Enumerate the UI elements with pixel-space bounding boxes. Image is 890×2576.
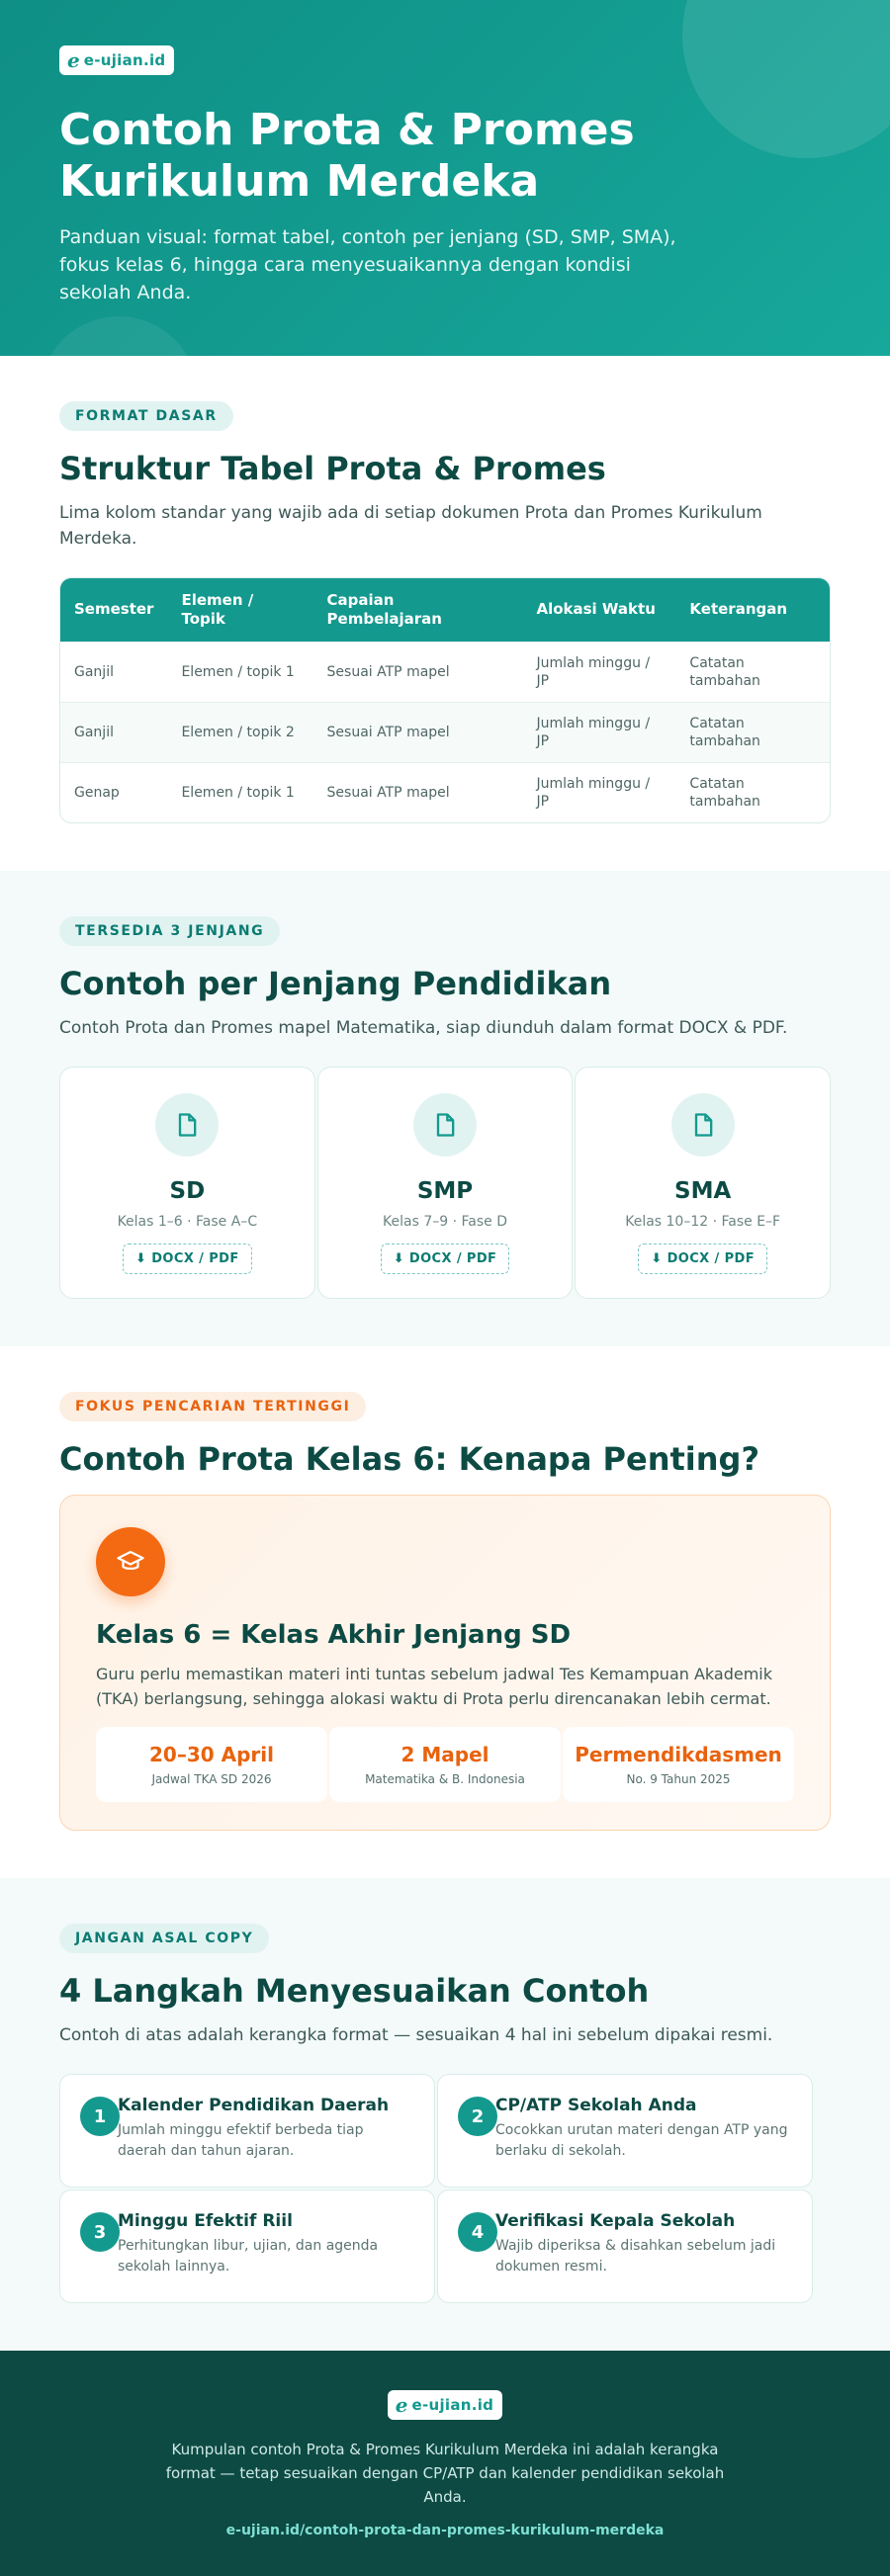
logo-text: e-ujian.id	[83, 51, 166, 69]
step-title: CP/ATP Sekolah Anda	[495, 2096, 697, 2115]
section-lead: Contoh Prota dan Promes mapel Matematika, siap diunduh dalam format DOCX & PDF.	[59, 1018, 788, 1038]
jenjang-card-sd[interactable]	[59, 1067, 315, 1299]
table-row	[60, 702, 830, 762]
jenjang-level: SD	[169, 1178, 206, 1204]
step-description: Jumlah minggu efektif berbeda tiap daerah dan tahun ajaran.	[118, 2122, 364, 2159]
stat-box	[96, 1727, 327, 1802]
stat-box	[329, 1727, 561, 1802]
hero-banner	[0, 0, 890, 356]
section-title: Struktur Tabel Prota & Promes	[59, 450, 606, 487]
column-header: Semester	[60, 578, 167, 642]
step-title: Verifikasi Kepala Sekolah	[495, 2211, 736, 2231]
stat-value: 2 Mapel	[400, 1743, 490, 1766]
footer-logo[interactable]	[388, 2390, 502, 2420]
focus-card-title: Kelas 6 = Kelas Akhir Jenjang SD	[96, 1620, 572, 1650]
step-description: Perhitungkan libur, ujian, dan agenda sekolah lainnya.	[118, 2238, 379, 2275]
table-cell: Elemen / topik 1	[167, 642, 312, 702]
jenjang-level: SMP	[416, 1178, 474, 1204]
column-header: Elemen / Topik	[167, 578, 312, 642]
page-footer	[0, 2351, 890, 2576]
table-cell: Jumlah minggu / JP	[522, 702, 675, 762]
section-badge: FOKUS PENCARIAN TERTINGGI	[59, 1392, 366, 1421]
steps-grid	[59, 2074, 813, 2303]
step-card	[59, 2074, 435, 2188]
footer-text: Kumpulan contoh Prota & Promes Kurikulum Merdeka ini adalah kerangka format — tetap sesuaikan dengan CP/ATP dan kalender pendidikan sekolah Anda.	[165, 2441, 725, 2506]
jenjang-section	[0, 871, 890, 1346]
table-cell: Genap	[60, 762, 167, 822]
document-icon	[413, 1093, 477, 1157]
langkah-section	[0, 1878, 890, 2351]
download-button[interactable]: ⬇ DOCX / PDF	[638, 1244, 767, 1274]
jenjang-subtitle: Kelas 1–6 · Fase A–C	[117, 1214, 258, 1230]
jenjang-card-smp[interactable]	[317, 1067, 574, 1299]
table-cell: Ganjil	[60, 702, 167, 762]
stat-box	[563, 1727, 794, 1802]
step-title: Minggu Efektif Riil	[118, 2211, 293, 2231]
step-description: Wajib diperiksa & disahkan sebelum jadi dokumen resmi.	[495, 2238, 776, 2275]
graduation-cap-icon	[96, 1527, 165, 1596]
table-row	[60, 642, 830, 702]
logo-mark: e	[395, 2393, 408, 2417]
table-cell: Elemen / topik 1	[167, 762, 312, 822]
section-title: Contoh per Jenjang Pendidikan	[59, 965, 612, 1002]
table-cell: Ganjil	[60, 642, 167, 702]
step-number: 1	[80, 2097, 120, 2136]
table-cell: Elemen / topik 2	[167, 702, 312, 762]
section-badge: JANGAN ASAL COPY	[59, 1924, 269, 1953]
column-header: Keterangan	[675, 578, 830, 642]
logo-text: e-ujian.id	[411, 2396, 494, 2414]
step-number: 4	[458, 2212, 497, 2252]
column-header: Capaian Pembelajaran	[313, 578, 523, 642]
decorative-circle	[40, 316, 198, 356]
section-title: Contoh Prota Kelas 6: Kenapa Penting?	[59, 1440, 759, 1478]
jenjang-card-sma[interactable]	[575, 1067, 831, 1299]
table-cell: Catatan tambahan	[675, 702, 830, 762]
stats-row	[96, 1727, 794, 1802]
table-row	[60, 762, 830, 822]
step-card	[437, 2190, 813, 2303]
section-title: 4 Langkah Menyesuaikan Contoh	[59, 1972, 650, 2010]
jenjang-subtitle: Kelas 7–9 · Fase D	[383, 1214, 507, 1230]
step-number: 3	[80, 2212, 120, 2252]
stat-value: Permendikdasmen	[575, 1743, 782, 1766]
table-cell: Jumlah minggu / JP	[522, 762, 675, 822]
decorative-circle	[682, 0, 890, 158]
column-header: Alokasi Waktu	[522, 578, 675, 642]
download-button[interactable]: ⬇ DOCX / PDF	[381, 1244, 510, 1274]
footer-link[interactable]: e-ujian.id/contoh-prota-dan-promes-kurikulum-merdeka	[225, 2523, 665, 2538]
stat-value: 20–30 April	[149, 1743, 274, 1766]
table-cell: Catatan tambahan	[675, 762, 830, 822]
jenjang-subtitle: Kelas 10–12 · Fase E–F	[625, 1214, 781, 1230]
step-number: 2	[458, 2097, 497, 2136]
table-cell: Jumlah minggu / JP	[522, 642, 675, 702]
focus-card	[59, 1495, 831, 1831]
stat-caption: No. 9 Tahun 2025	[626, 1772, 731, 1786]
document-icon	[155, 1093, 219, 1157]
fokus-section	[0, 1346, 890, 1878]
table-cell: Sesuai ATP mapel	[313, 702, 523, 762]
section-lead: Contoh di atas adalah kerangka format — sesuaikan 4 hal ini sebelum dipakai resmi.	[59, 2025, 773, 2045]
section-badge: FORMAT DASAR	[59, 401, 233, 431]
table-cell: Catatan tambahan	[675, 642, 830, 702]
jenjang-level: SMA	[674, 1178, 732, 1204]
format-section	[0, 356, 890, 871]
focus-card-text: Guru perlu memastikan materi inti tuntas sebelum jadwal Tes Kemampuan Akademik (TKA) berlangsung, sehingga alokasi waktu di Prota perlu direncanakan lebih cermat.	[96, 1665, 773, 1708]
page-title: Contoh Prota & Promes Kurikulum Merdeka	[59, 105, 635, 207]
stat-caption: Jadwal TKA SD 2026	[151, 1772, 272, 1786]
step-title: Kalender Pendidikan Daerah	[118, 2096, 390, 2115]
jenjang-cards	[59, 1067, 831, 1299]
site-logo[interactable]	[59, 45, 174, 75]
logo-mark: e	[67, 48, 80, 72]
download-button[interactable]: ⬇ DOCX / PDF	[123, 1244, 252, 1274]
step-description: Cocokkan urutan materi dengan ATP yang berlaku di sekolah.	[495, 2122, 788, 2159]
step-card	[59, 2190, 435, 2303]
step-card	[437, 2074, 813, 2188]
document-icon	[671, 1093, 735, 1157]
stat-caption: Matematika & B. Indonesia	[365, 1772, 525, 1786]
table-header-row	[60, 578, 830, 642]
page-subtitle: Panduan visual: format tabel, contoh per jenjang (SD, SMP, SMA), fokus kelas 6, hingga cara menyesuaikannya dengan kondisi sekolah Anda.	[59, 226, 676, 303]
structure-table	[59, 577, 831, 823]
section-lead: Lima kolom standar yang wajib ada di setiap dokumen Prota dan Promes Kurikulum Merdeka.	[59, 503, 762, 549]
table-cell: Sesuai ATP mapel	[313, 762, 523, 822]
section-badge: TERSEDIA 3 JENJANG	[59, 916, 280, 946]
table-cell: Sesuai ATP mapel	[313, 642, 523, 702]
